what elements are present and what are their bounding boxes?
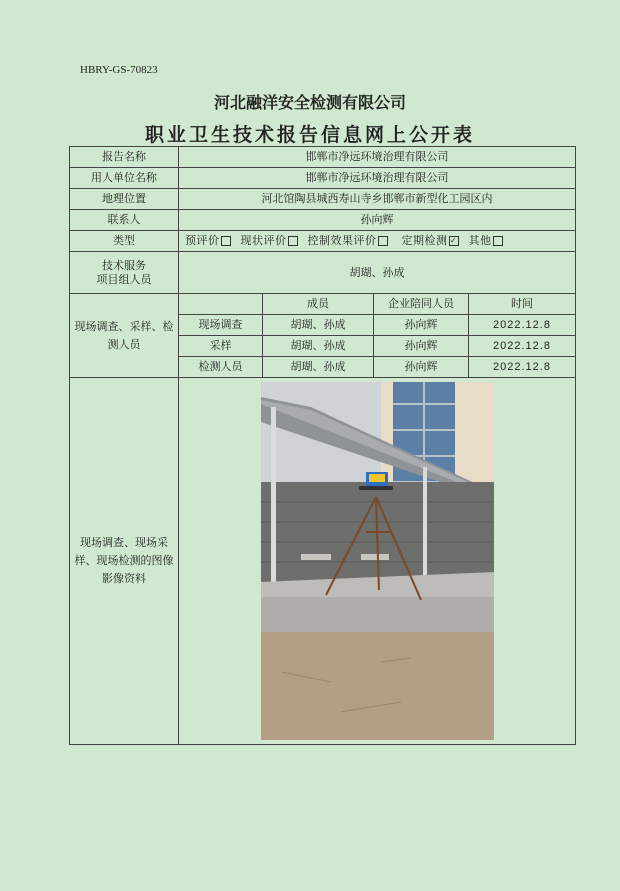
survey-label: 现场调查、采样、检测人员 [70, 294, 179, 378]
tech-team-value: 胡瑚、孙成 [179, 252, 576, 294]
images-label: 现场调查、现场采样、现场检测的图像影像资料 [70, 378, 179, 745]
pre-eval-checkbox[interactable] [221, 236, 231, 246]
contact-label: 联系人 [70, 210, 179, 231]
survey-header-escort: 企业陪同人员 [374, 294, 469, 315]
other-checkbox[interactable] [493, 236, 503, 246]
type-option-periodic: 定期检测 [401, 234, 448, 247]
type-option-pre-eval: 预评价 [185, 234, 220, 247]
row-images [70, 378, 576, 745]
row-location [70, 189, 576, 210]
location-value: 河北馆陶县城西寿山寺乡邯郸市新型化工园区内 [179, 189, 576, 210]
tech-team-label-line2: 项目组人员 [96, 272, 152, 286]
row-report-name [70, 147, 576, 168]
document-code: HBRY-GS-70823 [80, 64, 158, 76]
survey-members: 胡瑚、孙成 [263, 315, 374, 336]
report-name-label: 报告名称 [70, 147, 179, 168]
type-label: 类型 [70, 231, 179, 252]
survey-task: 检测人员 [179, 357, 263, 378]
survey-escort: 孙向辉 [374, 357, 469, 378]
row-type [70, 231, 576, 252]
survey-escort: 孙向辉 [374, 315, 469, 336]
survey-task: 采样 [179, 336, 263, 357]
tech-team-label [70, 252, 179, 294]
survey-members: 胡瑚、孙成 [263, 357, 374, 378]
survey-header-members: 成员 [263, 294, 374, 315]
contact-value: 孙向辉 [179, 210, 576, 231]
site-photo [261, 382, 494, 740]
location-label: 地理位置 [70, 189, 179, 210]
survey-escort: 孙向辉 [374, 336, 469, 357]
survey-time: 2022.12.8 [469, 315, 576, 336]
site-photo-cell [179, 378, 576, 745]
row-tech-team [70, 252, 576, 294]
type-option-control-eval: 控制效果评价 [307, 234, 377, 247]
survey-header-row [70, 294, 576, 315]
survey-header-blank [179, 294, 263, 315]
row-contact [70, 210, 576, 231]
type-options [179, 231, 576, 252]
control-eval-checkbox[interactable] [378, 236, 388, 246]
tech-team-label-line1: 技术服务 [102, 258, 146, 272]
employer-value: 邯郸市净远环境治理有限公司 [179, 168, 576, 189]
company-name: 河北融洋安全检测有限公司 [213, 93, 406, 112]
survey-header-time: 时间 [469, 294, 576, 315]
employer-label: 用人单位名称 [70, 168, 179, 189]
type-option-status-eval: 现状评价 [240, 234, 287, 247]
survey-time: 2022.12.8 [469, 357, 576, 378]
page-title: 职业卫生技术报告信息网上公开表 [144, 124, 475, 146]
report-name-value: 邯郸市净远环境治理有限公司 [179, 147, 576, 168]
status-eval-checkbox[interactable] [288, 236, 298, 246]
row-employer [70, 168, 576, 189]
periodic-checkbox-checked[interactable]: ✓ [449, 236, 458, 245]
survey-members: 胡瑚、孙成 [263, 336, 374, 357]
disclosure-table [69, 146, 576, 745]
type-option-other: 其他 [468, 234, 492, 247]
survey-time: 2022.12.8 [469, 336, 576, 357]
survey-task: 现场调查 [179, 315, 263, 336]
